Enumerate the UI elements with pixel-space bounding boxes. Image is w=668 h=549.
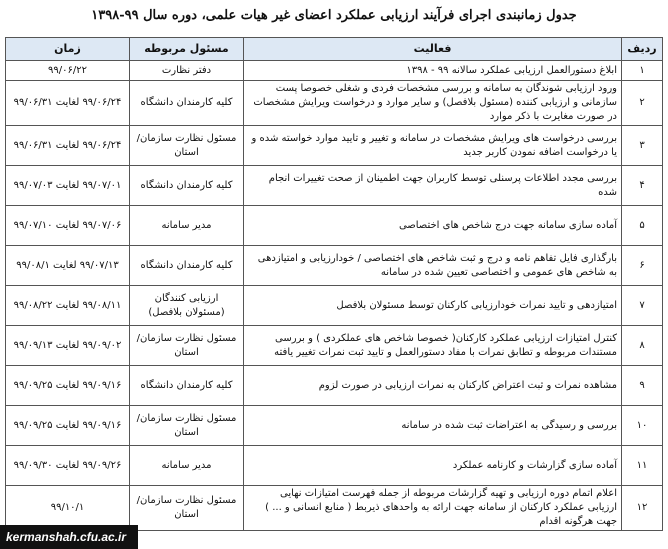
table-row xyxy=(6,246,663,286)
responsible-cell: مسئول نظارت سازمان/استان xyxy=(130,126,244,166)
activity-cell: مشاهده نمرات و ثبت اعتراض کارکنان به نمرات ارزیابی در صورت لزوم xyxy=(244,366,622,406)
responsible-cell: کلیه کارمندان دانشگاه xyxy=(130,166,244,206)
row-number: ۴ xyxy=(622,166,663,206)
table-row xyxy=(6,81,663,126)
header-responsible: مسئول مربوطه xyxy=(130,38,244,61)
schedule-table xyxy=(5,37,663,531)
activity-cell: بررسی و رسیدگی به اعتراضات ثبت شده در سامانه xyxy=(244,406,622,446)
row-number: ۹ xyxy=(622,366,663,406)
time-cell: ۹۹/۰۹/۱۶ لغایت ۹۹/۰۹/۲۵ xyxy=(6,366,130,406)
table-header-row xyxy=(6,38,663,61)
row-number: ۱۱ xyxy=(622,446,663,486)
responsible-cell: مدیر سامانه xyxy=(130,446,244,486)
table-row xyxy=(6,446,663,486)
row-number: ۳ xyxy=(622,126,663,166)
time-cell: ۹۹/۰۹/۰۲ لغایت ۹۹/۰۹/۱۳ xyxy=(6,326,130,366)
page-title: جدول زمانبندی اجرای فرآیند ارزیابی عملکرد اعضای غیر هیات علمی، دوره سال ۹۹-۱۳۹۸ xyxy=(91,8,577,23)
time-cell: ۹۹/۰۷/۰۱ لغایت ۹۹/۰۷/۰۳ xyxy=(6,166,130,206)
row-number: ۷ xyxy=(622,286,663,326)
responsible-cell: کلیه کارمندان دانشگاه xyxy=(130,81,244,126)
activity-cell: آماده سازی گزارشات و کارنامه عملکرد xyxy=(244,446,622,486)
header-row-number: ردیف xyxy=(622,38,663,61)
responsible-cell: کلیه کارمندان دانشگاه xyxy=(130,366,244,406)
responsible-cell: مسئول نظارت سازمان/استان xyxy=(130,486,244,531)
table-row xyxy=(6,126,663,166)
row-number: ۵ xyxy=(622,206,663,246)
activity-cell: ابلاغ دستورالعمل ارزیابی عملکرد سالانه ۹۹ - ۱۳۹۸ xyxy=(244,61,622,81)
time-cell: ۹۹/۱۰/۱ xyxy=(6,486,130,531)
table-row xyxy=(6,366,663,406)
activity-cell: بارگذاری فایل تفاهم نامه و درج و ثبت شاخص های اختصاصی / خودارزیابی و امتیازدهی به شاخص های عمومی و اختصاصی تعیین شده در سامانه xyxy=(244,246,622,286)
row-number: ۶ xyxy=(622,246,663,286)
time-cell: ۹۹/۰۹/۱۶ لغایت ۹۹/۰۹/۲۵ xyxy=(6,406,130,446)
row-number: ۱۰ xyxy=(622,406,663,446)
responsible-cell: کلیه کارمندان دانشگاه xyxy=(130,246,244,286)
time-cell: ۹۹/۰۶/۲۴ لغایت ۹۹/۰۶/۳۱ xyxy=(6,81,130,126)
activity-cell: امتیازدهی و تایید نمرات خودارزیابی کارکنان توسط مسئولان بلافصل xyxy=(244,286,622,326)
activity-cell: آماده سازی سامانه جهت درج شاخص های اختصاصی xyxy=(244,206,622,246)
website-watermark: kermanshah.cfu.ac.ir xyxy=(0,525,138,549)
time-cell: ۹۹/۰۸/۱۱ لغایت ۹۹/۰۸/۲۲ xyxy=(6,286,130,326)
row-number: ۱ xyxy=(622,61,663,81)
header-activity: فعالیت xyxy=(244,38,622,61)
time-cell: ۹۹/۰۶/۲۲ xyxy=(6,61,130,81)
activity-cell: اعلام اتمام دوره ارزیابی و تهیه گزارشات مربوطه از جمله فهرست امتیازات نهایی ارزیابی عملکرد کارکنان از سامانه جهت ارائه به واحدهای ذیربط ( منابع انسانی و ... ) جهت هرگونه اقدام xyxy=(244,486,622,531)
time-cell: ۹۹/۰۹/۲۶ لغایت ۹۹/۰۹/۳۰ xyxy=(6,446,130,486)
row-number: ۲ xyxy=(622,81,663,126)
header-time: زمان xyxy=(6,38,130,61)
activity-cell: بررسی مجدد اطلاعات پرسنلی توسط کاربران جهت اطمینان از صحت تغییرات انجام شده xyxy=(244,166,622,206)
responsible-cell: مسئول نظارت سازمان/استان xyxy=(130,406,244,446)
activity-cell: کنترل امتیازات ارزیابی عملکرد کارکنان( خصوصا شاخص های عملکردی ) و بررسی مستندات مربوطه و تطابق نمرات با مفاد دستورالعمل و تایید ثبت نمرات تغییر یافته xyxy=(244,326,622,366)
table-row xyxy=(6,406,663,446)
table-row xyxy=(6,486,663,531)
responsible-cell: مدیر سامانه xyxy=(130,206,244,246)
activity-cell: بررسی درخواست های ویرایش مشخصات در سامانه و تغییر و تایید موارد خواسته شده و یا درخواست اضافه نمودن کاربر جدید xyxy=(244,126,622,166)
table-row xyxy=(6,286,663,326)
responsible-cell: مسئول نظارت سازمان/ استان xyxy=(130,326,244,366)
time-cell: ۹۹/۰۶/۲۴ لغایت ۹۹/۰۶/۳۱ xyxy=(6,126,130,166)
activity-cell: ورود ارزیابی شوندگان به سامانه و بررسی مشخصات فردی و شغلی خصوصا پست سازمانی و ارزیابی کننده (مسئول بلافصل) و سایر موارد و درخواست ویرایش مشخصات در صورت مغایرت با ذکر موارد xyxy=(244,81,622,126)
row-number: ۱۲ xyxy=(622,486,663,531)
responsible-cell: دفتر نظارت xyxy=(130,61,244,81)
row-number: ۸ xyxy=(622,326,663,366)
table-row xyxy=(6,206,663,246)
table-row xyxy=(6,61,663,81)
table-row xyxy=(6,166,663,206)
responsible-cell: ارزیابی کنندگان (مسئولان بلافصل) xyxy=(130,286,244,326)
time-cell: ۹۹/۰۷/۰۶ لغایت ۹۹/۰۷/۱۰ xyxy=(6,206,130,246)
time-cell: ۹۹/۰۷/۱۳ لغایت ۹۹/۰۸/۱ xyxy=(6,246,130,286)
table-row xyxy=(6,326,663,366)
